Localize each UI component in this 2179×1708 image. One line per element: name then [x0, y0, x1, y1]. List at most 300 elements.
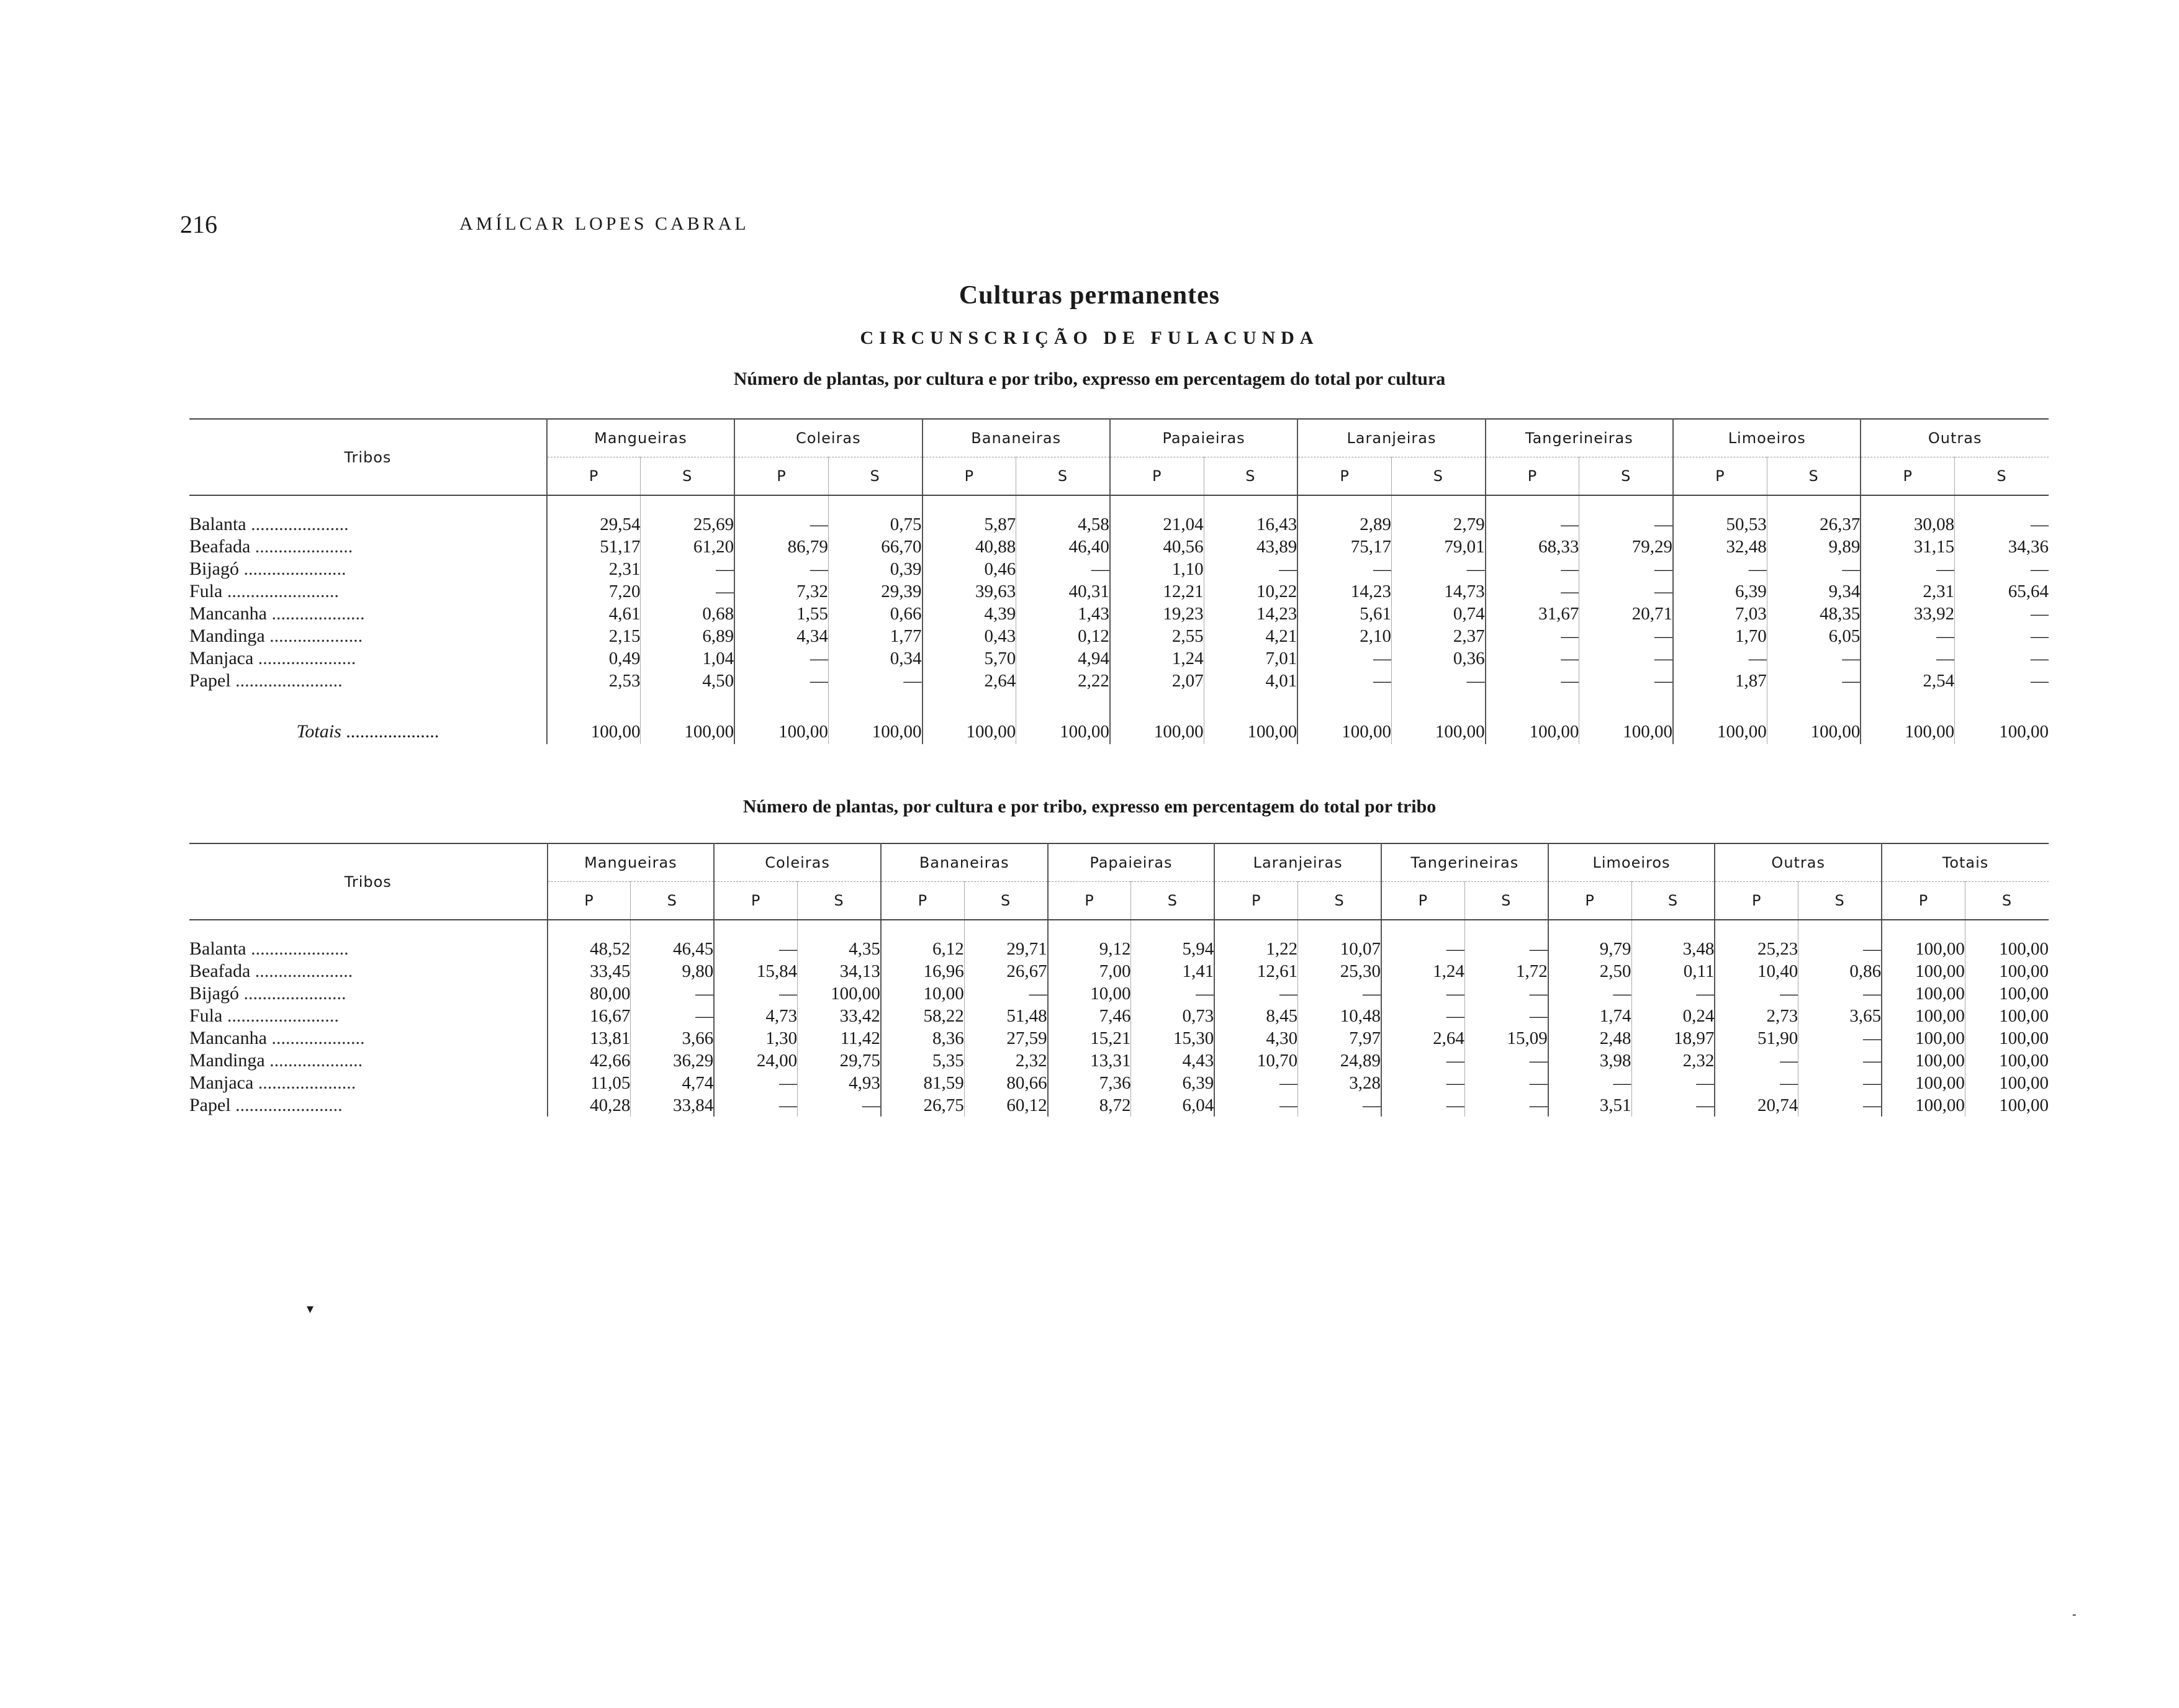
value-cell: — — [1798, 1027, 1882, 1050]
total-cell: 100,00 — [1955, 719, 2049, 744]
leader-dots: .................... — [341, 721, 440, 742]
s-header: S — [1298, 882, 1381, 920]
value-cell: 2,79 — [1391, 513, 1485, 536]
value-cell: — — [1631, 1072, 1715, 1094]
value-cell: 11,42 — [798, 1027, 881, 1050]
value-cell: 1,41 — [1131, 960, 1214, 982]
value-cell: — — [714, 1072, 797, 1094]
value-cell: 5,35 — [881, 1050, 964, 1072]
table-row — [189, 1050, 2049, 1072]
value-cell: 100,00 — [1882, 1005, 1965, 1027]
value-cell: 25,30 — [1298, 960, 1381, 982]
value-cell: — — [1673, 647, 1767, 670]
value-cell: — — [1464, 1094, 1548, 1117]
value-cell: — — [734, 558, 828, 580]
value-cell: 2,37 — [1391, 625, 1485, 647]
value-cell: — — [1955, 625, 2049, 647]
value-cell: 9,79 — [1548, 938, 1631, 960]
value-cell: 0,49 — [547, 647, 641, 670]
tribes-header: Tribos — [189, 419, 547, 495]
value-cell: 29,75 — [798, 1050, 881, 1072]
value-cell: 4,50 — [641, 670, 734, 692]
value-cell: 51,48 — [964, 1005, 1047, 1027]
value-cell: — — [1548, 1072, 1631, 1094]
table-row — [189, 603, 2049, 625]
value-cell: — — [734, 513, 828, 536]
leader-dots: .................... — [264, 626, 363, 646]
value-cell: 2,64 — [1381, 1027, 1464, 1050]
tribe-cell — [189, 1005, 548, 1027]
value-cell: 48,35 — [1767, 603, 1861, 625]
value-cell: 58,22 — [881, 1005, 964, 1027]
value-cell: 1,24 — [1110, 647, 1204, 670]
value-cell: 7,00 — [1048, 960, 1131, 982]
value-cell: 1,72 — [1464, 960, 1548, 982]
value-cell: 2,32 — [964, 1050, 1047, 1072]
crop-header-0: Mangueiras — [548, 843, 715, 882]
table-row — [189, 513, 2049, 536]
tribe-cell — [189, 625, 547, 647]
value-cell: 100,00 — [1882, 1072, 1965, 1094]
total-cell: 100,00 — [1110, 719, 1204, 744]
value-cell: 2,73 — [1715, 1005, 1798, 1027]
value-cell: — — [641, 580, 734, 603]
tribe-name: Beafada — [189, 961, 251, 981]
value-cell: — — [1464, 1005, 1548, 1027]
value-cell: 4,73 — [714, 1005, 797, 1027]
value-cell: 0,24 — [1631, 1005, 1715, 1027]
value-cell: 18,97 — [1631, 1027, 1715, 1050]
crop-header-5: Tangerineiras — [1381, 843, 1548, 882]
value-cell: 43,89 — [1204, 536, 1297, 558]
p-header: P — [1673, 457, 1767, 496]
p-header: P — [1048, 882, 1131, 920]
value-cell: 10,07 — [1298, 938, 1381, 960]
value-cell: 3,65 — [1798, 1005, 1882, 1027]
value-cell: — — [1486, 625, 1579, 647]
crop-header-0: Mangueiras — [547, 419, 734, 457]
value-cell: — — [1464, 982, 1548, 1005]
value-cell: 26,75 — [881, 1094, 964, 1117]
value-cell: 20,71 — [1579, 603, 1673, 625]
leader-dots: ...................... — [239, 559, 346, 579]
tribe-cell — [189, 938, 548, 960]
value-cell: — — [964, 982, 1047, 1005]
leader-dots: ...................... — [239, 983, 346, 1004]
value-cell: — — [1798, 982, 1882, 1005]
value-cell: 10,00 — [881, 982, 964, 1005]
value-cell: 4,34 — [734, 625, 828, 647]
value-cell: 5,87 — [923, 513, 1016, 536]
leader-dots: ....................... — [230, 1095, 343, 1115]
p-header: P — [547, 457, 641, 496]
value-cell: 29,54 — [547, 513, 641, 536]
totals-label — [189, 719, 547, 744]
value-cell: 0,68 — [641, 603, 734, 625]
value-cell: — — [1297, 670, 1391, 692]
tribe-name: Mancanha — [189, 603, 267, 624]
value-cell: — — [1955, 513, 2049, 536]
value-cell: 33,92 — [1861, 603, 1954, 625]
value-cell: 46,40 — [1016, 536, 1110, 558]
totals-label-text: Totais — [296, 721, 341, 742]
total-cell: 100,00 — [1486, 719, 1579, 744]
value-cell: 4,39 — [923, 603, 1016, 625]
value-cell: 16,96 — [881, 960, 964, 982]
value-cell: 21,04 — [1110, 513, 1204, 536]
value-cell: — — [1381, 1050, 1464, 1072]
printer-mark-2: - — [2072, 1607, 2077, 1621]
value-cell: 16,67 — [548, 1005, 631, 1027]
s-header: S — [631, 882, 714, 920]
value-cell: 7,01 — [1204, 647, 1297, 670]
value-cell: 40,56 — [1110, 536, 1204, 558]
value-cell: 100,00 — [1882, 938, 1965, 960]
s-header: S — [1131, 882, 1214, 920]
value-cell: 3,98 — [1548, 1050, 1631, 1072]
tribe-cell — [189, 647, 547, 670]
value-cell: 100,00 — [1965, 1050, 2049, 1072]
value-cell: 100,00 — [1965, 1027, 2049, 1050]
crop-header-2: Bananeiras — [923, 419, 1110, 457]
value-cell: 42,66 — [548, 1050, 631, 1072]
value-cell: 10,00 — [1048, 982, 1131, 1005]
totals-row — [189, 719, 2049, 744]
p-header: P — [1381, 882, 1464, 920]
value-cell: 15,84 — [714, 960, 797, 982]
value-cell: 1,04 — [641, 647, 734, 670]
value-cell: 7,36 — [1048, 1072, 1131, 1094]
total-cell: 100,00 — [1297, 719, 1391, 744]
value-cell: — — [714, 982, 797, 1005]
value-cell: 40,88 — [923, 536, 1016, 558]
value-cell: 31,67 — [1486, 603, 1579, 625]
p-header: P — [1110, 457, 1204, 496]
value-cell: 15,30 — [1131, 1027, 1214, 1050]
value-cell: — — [1631, 1094, 1715, 1117]
total-cell: 100,00 — [1579, 719, 1673, 744]
value-cell: — — [1464, 1072, 1548, 1094]
value-cell: 33,42 — [798, 1005, 881, 1027]
tribe-cell — [189, 960, 548, 982]
crop-header-2: Bananeiras — [881, 843, 1048, 882]
page-number: 216 — [180, 210, 217, 238]
s-header: S — [1204, 457, 1297, 496]
total-cell: 100,00 — [547, 719, 641, 744]
total-cell: 100,00 — [1204, 719, 1297, 744]
total-cell: 100,00 — [734, 719, 828, 744]
value-cell: 2,54 — [1861, 670, 1954, 692]
value-cell: — — [1486, 513, 1579, 536]
value-cell: — — [1579, 513, 1673, 536]
value-cell: — — [1297, 647, 1391, 670]
table-row — [189, 982, 2049, 1005]
value-cell: 100,00 — [798, 982, 881, 1005]
value-cell: 24,00 — [714, 1050, 797, 1072]
table1-caption: Número de plantas, por cultura e por tribo, expresso em percentagem do total por cultura — [733, 369, 1446, 389]
value-cell: 25,23 — [1715, 938, 1798, 960]
value-cell: 1,77 — [828, 625, 922, 647]
value-cell: 66,70 — [828, 536, 922, 558]
value-cell: 20,74 — [1715, 1094, 1798, 1117]
value-cell: — — [1715, 1050, 1798, 1072]
total-cell: 100,00 — [1391, 719, 1485, 744]
leader-dots: ........................ — [222, 581, 339, 601]
value-cell: — — [1214, 982, 1297, 1005]
crop-header-6: Limoeiros — [1673, 419, 1861, 457]
value-cell: 2,53 — [547, 670, 641, 692]
crop-header-7: Outras — [1861, 419, 2049, 457]
value-cell: — — [1715, 982, 1798, 1005]
value-cell: 0,43 — [923, 625, 1016, 647]
value-cell: — — [1955, 647, 2049, 670]
value-cell: — — [1955, 603, 2049, 625]
value-cell: — — [734, 647, 828, 670]
value-cell: — — [734, 670, 828, 692]
value-cell: 9,12 — [1048, 938, 1131, 960]
value-cell: 1,10 — [1110, 558, 1204, 580]
crop-header-3: Papaieiras — [1048, 843, 1215, 882]
p-header: P — [881, 882, 964, 920]
value-cell: 81,59 — [881, 1072, 964, 1094]
s-header: S — [641, 457, 734, 496]
value-cell: — — [631, 1005, 714, 1027]
tribe-cell — [189, 1027, 548, 1050]
value-cell: 50,53 — [1673, 513, 1767, 536]
value-cell: — — [1798, 1050, 1882, 1072]
value-cell: 2,10 — [1297, 625, 1391, 647]
value-cell: 27,59 — [964, 1027, 1047, 1050]
value-cell: 100,00 — [1965, 938, 2049, 960]
value-cell: — — [1955, 558, 2049, 580]
tribe-cell — [189, 536, 547, 558]
value-cell: 4,58 — [1016, 513, 1110, 536]
value-cell: — — [1381, 1094, 1464, 1117]
value-cell: 79,01 — [1391, 536, 1485, 558]
value-cell: 4,30 — [1214, 1027, 1297, 1050]
tribe-cell — [189, 580, 547, 603]
value-cell: 4,43 — [1131, 1050, 1214, 1072]
leader-dots: .................... — [264, 1050, 363, 1071]
s-header: S — [1016, 457, 1110, 496]
value-cell: 9,80 — [631, 960, 714, 982]
value-cell: 0,34 — [828, 647, 922, 670]
value-cell: 16,43 — [1204, 513, 1297, 536]
crop-header-8: Totais — [1882, 843, 2049, 882]
table-percent-by-tribe — [189, 843, 2049, 1117]
value-cell: — — [714, 938, 797, 960]
value-cell: 1,87 — [1673, 670, 1767, 692]
value-cell: 100,00 — [1965, 982, 2049, 1005]
tribe-name: Beafada — [189, 536, 251, 557]
p-header: P — [1861, 457, 1954, 496]
value-cell: 19,23 — [1110, 603, 1204, 625]
leader-dots: ..................... — [253, 1072, 356, 1093]
value-cell: 2,64 — [923, 670, 1016, 692]
table-row — [189, 647, 2049, 670]
total-cell: 100,00 — [828, 719, 922, 744]
tribe-cell — [189, 558, 547, 580]
tribe-cell — [189, 513, 547, 536]
value-cell: 6,12 — [881, 938, 964, 960]
value-cell: — — [828, 670, 922, 692]
value-cell: — — [1767, 558, 1861, 580]
tribe-name: Papel — [189, 670, 231, 691]
value-cell: — — [1579, 625, 1673, 647]
s-header: S — [1391, 457, 1485, 496]
value-cell: 2,31 — [547, 558, 641, 580]
value-cell: 33,45 — [548, 960, 631, 982]
value-cell: 1,70 — [1673, 625, 1767, 647]
value-cell: 4,61 — [547, 603, 641, 625]
leader-dots: ..................... — [253, 648, 356, 668]
value-cell: — — [1381, 1005, 1464, 1027]
table-percent-by-crop — [189, 418, 2049, 744]
s-header: S — [1955, 457, 2049, 496]
value-cell: 7,32 — [734, 580, 828, 603]
value-cell: — — [1381, 982, 1464, 1005]
value-cell: 75,17 — [1297, 536, 1391, 558]
leader-dots: .................... — [266, 603, 365, 624]
total-cell: 100,00 — [1861, 719, 1954, 744]
value-cell: 79,29 — [1579, 536, 1673, 558]
table-row — [189, 536, 2049, 558]
p-header: P — [1882, 882, 1965, 920]
crop-header-4: Laranjeiras — [1297, 419, 1485, 457]
value-cell: 3,28 — [1298, 1072, 1381, 1094]
value-cell: 0,66 — [828, 603, 922, 625]
value-cell: — — [1579, 580, 1673, 603]
value-cell: 0,74 — [1391, 603, 1485, 625]
page-title: Culturas permanentes — [959, 281, 1220, 310]
value-cell: 2,50 — [1548, 960, 1631, 982]
value-cell: — — [1767, 647, 1861, 670]
value-cell: 100,00 — [1965, 1072, 2049, 1094]
value-cell: 8,36 — [881, 1027, 964, 1050]
value-cell: — — [1955, 670, 2049, 692]
value-cell: — — [1391, 558, 1485, 580]
value-cell: — — [1381, 1072, 1464, 1094]
crop-header-5: Tangerineiras — [1486, 419, 1673, 457]
tribe-cell — [189, 1072, 548, 1094]
value-cell: 2,15 — [547, 625, 641, 647]
tribe-name: Fula — [189, 1005, 223, 1026]
value-cell: 12,61 — [1214, 960, 1297, 982]
value-cell: — — [1298, 1094, 1381, 1117]
value-cell: 0,86 — [1798, 960, 1882, 982]
value-cell: 100,00 — [1965, 1094, 2049, 1117]
value-cell: — — [1297, 558, 1391, 580]
value-cell: 13,31 — [1048, 1050, 1131, 1072]
leader-dots: .................... — [266, 1028, 365, 1048]
value-cell: 4,93 — [798, 1072, 881, 1094]
value-cell: — — [1486, 580, 1579, 603]
value-cell: — — [1715, 1072, 1798, 1094]
value-cell: 3,51 — [1548, 1094, 1631, 1117]
leader-dots: ..................... — [246, 514, 349, 534]
value-cell: 13,81 — [548, 1027, 631, 1050]
tribe-name: Mandinga — [189, 626, 265, 646]
value-cell: 1,74 — [1548, 1005, 1631, 1027]
value-cell: 36,29 — [631, 1050, 714, 1072]
crop-header-3: Papaieiras — [1110, 419, 1297, 457]
value-cell: 0,73 — [1131, 1005, 1214, 1027]
table-row — [189, 625, 2049, 647]
value-cell: 2,48 — [1548, 1027, 1631, 1050]
value-cell: 46,45 — [631, 938, 714, 960]
value-cell: 51,90 — [1715, 1027, 1798, 1050]
table-row — [189, 558, 2049, 580]
value-cell: 0,36 — [1391, 647, 1485, 670]
value-cell: 2,89 — [1297, 513, 1391, 536]
running-head: AMÍLCAR LOPES CABRAL — [459, 214, 749, 234]
tribe-cell — [189, 670, 547, 692]
leader-dots: ........................ — [222, 1005, 339, 1026]
value-cell: 100,00 — [1882, 982, 1965, 1005]
value-cell: — — [1861, 625, 1954, 647]
value-cell: 100,00 — [1882, 960, 1965, 982]
value-cell: 10,48 — [1298, 1005, 1381, 1027]
s-header: S — [798, 882, 881, 920]
value-cell: — — [1579, 647, 1673, 670]
value-cell: 6,05 — [1767, 625, 1861, 647]
s-header: S — [1579, 457, 1673, 496]
value-cell: 86,79 — [734, 536, 828, 558]
crop-header-4: Laranjeiras — [1214, 843, 1381, 882]
value-cell: 29,39 — [828, 580, 922, 603]
value-cell: 10,70 — [1214, 1050, 1297, 1072]
leader-dots: ..................... — [250, 536, 353, 557]
value-cell: 1,43 — [1016, 603, 1110, 625]
value-cell: — — [1486, 647, 1579, 670]
tribe-name: Bijagó — [189, 559, 239, 579]
tribe-name: Fula — [189, 581, 223, 601]
tribe-name: Balanta — [189, 514, 246, 534]
value-cell: 3,48 — [1631, 938, 1715, 960]
tribe-name: Manjaca — [189, 648, 254, 668]
p-header: P — [734, 457, 828, 496]
value-cell: 9,34 — [1767, 580, 1861, 603]
table-row — [189, 1005, 2049, 1027]
value-cell: 1,30 — [714, 1027, 797, 1050]
value-cell: 2,31 — [1861, 580, 1954, 603]
table-row — [189, 1072, 2049, 1094]
value-cell: — — [1486, 558, 1579, 580]
s-header: S — [828, 457, 922, 496]
tribe-name: Balanta — [189, 938, 246, 959]
printer-mark: ▾ — [307, 1301, 314, 1316]
value-cell: — — [1298, 982, 1381, 1005]
value-cell: 68,33 — [1486, 536, 1579, 558]
value-cell: 12,21 — [1110, 580, 1204, 603]
tribe-name: Mancanha — [189, 1028, 267, 1048]
p-header: P — [923, 457, 1016, 496]
s-header: S — [1767, 457, 1861, 496]
value-cell: 100,00 — [1882, 1027, 1965, 1050]
value-cell: — — [1464, 1050, 1548, 1072]
value-cell: 80,00 — [548, 982, 631, 1005]
value-cell: 11,05 — [548, 1072, 631, 1094]
table-row — [189, 938, 2049, 960]
value-cell: 60,12 — [964, 1094, 1047, 1117]
table2-caption: Número de plantas, por cultura e por tribo, expresso em percentagem do total por tribo — [742, 796, 1437, 817]
value-cell: 34,13 — [798, 960, 881, 982]
table-row — [189, 1094, 2049, 1117]
value-cell: 100,00 — [1882, 1050, 1965, 1072]
s-header: S — [964, 882, 1047, 920]
table-row — [189, 670, 2049, 692]
value-cell: 5,94 — [1131, 938, 1214, 960]
